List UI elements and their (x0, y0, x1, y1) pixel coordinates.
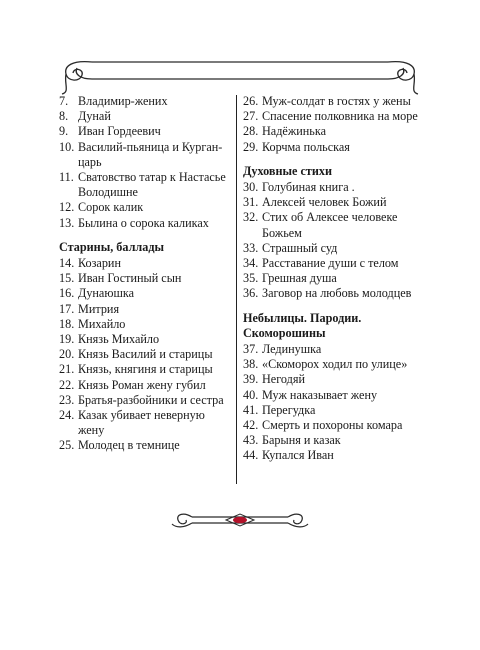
entry-title: Расставание души с телом (262, 256, 399, 271)
entry-number: 9. (59, 124, 69, 139)
toc-left-column (59, 94, 233, 454)
entry-title: Князь Михайло (78, 332, 160, 347)
toc-entry (243, 271, 433, 286)
toc-entry (59, 362, 233, 377)
entry-title: Владимир-жених (78, 94, 168, 108)
entry-number: 36. (243, 286, 259, 301)
toc-entry (59, 256, 233, 271)
entry-number: 8. (59, 109, 69, 124)
entry-title: Купался Иван (262, 448, 334, 463)
entry-title: Былина о сорока каликах (78, 215, 209, 230)
entry-title: Козарин (78, 256, 121, 271)
entry-title: Дунай (78, 109, 111, 124)
toc-entry (243, 195, 433, 210)
toc-entry (59, 109, 233, 124)
entry-number: 26. (243, 94, 259, 108)
entry-number: 28. (243, 124, 259, 139)
entry-number: 30. (243, 180, 259, 195)
toc-entry (243, 418, 433, 433)
toc-entry (59, 393, 233, 408)
toc-entry (243, 388, 433, 403)
toc-entry (243, 372, 433, 387)
entry-title: Князь, княгиня и старицы (78, 362, 213, 377)
toc-entry (59, 271, 233, 286)
entry-number: 25. (59, 438, 75, 453)
entry-number: 21. (59, 362, 75, 377)
entry-number: 13. (59, 215, 75, 230)
entry-number: 7. (59, 94, 69, 108)
column-divider (236, 95, 237, 484)
entry-number: 16. (59, 286, 75, 301)
toc-entry (59, 140, 233, 170)
entry-number: 18. (59, 316, 75, 331)
entry-number: 17. (59, 301, 75, 316)
entry-number: 15. (59, 271, 75, 286)
bottom-ornament-flourish (0, 506, 480, 536)
toc-entry (243, 140, 433, 155)
toc-entry (59, 94, 233, 109)
entry-number: 32. (243, 210, 259, 225)
entry-title: Муж наказывает жену (262, 387, 378, 402)
toc-entry (59, 286, 233, 301)
entry-number: 41. (243, 402, 259, 417)
entry-number: 23. (59, 392, 75, 407)
toc-entry (243, 448, 433, 463)
entry-title: Барыня и казак (262, 433, 341, 448)
entry-title: Князь Василий и старицы (78, 347, 213, 362)
entry-title: Спасение полковника на море (262, 109, 418, 124)
entry-number: 34. (243, 256, 259, 271)
entry-title: Перегудка (262, 402, 316, 417)
toc-entry (59, 347, 233, 362)
entry-number: 42. (243, 418, 259, 433)
toc-entry (243, 241, 433, 256)
toc-entry (243, 109, 433, 124)
entry-number: 43. (243, 433, 259, 448)
toc-entry (243, 180, 433, 195)
entry-title: Грешная душа (262, 271, 337, 286)
entry-title: Голубиная книга . (262, 180, 355, 195)
toc-entry (243, 357, 433, 372)
entry-number: 11. (59, 170, 74, 185)
entry-number: 24. (59, 408, 75, 423)
toc-entry (243, 286, 433, 301)
section-heading: Духовные стихи (243, 163, 333, 178)
entry-number: 19. (59, 332, 75, 347)
entry-number: 44. (243, 448, 259, 463)
entry-title: Страшный суд (262, 240, 338, 255)
entry-title: Сорок калик (78, 200, 144, 215)
entry-number: 14. (59, 256, 75, 271)
entry-number: 12. (59, 200, 75, 215)
toc-entry (243, 210, 433, 240)
toc-entry (59, 438, 233, 453)
toc-entry (59, 200, 233, 215)
section-heading: Небылицы. Пародии. Скоморошины (243, 310, 362, 340)
toc-entry (243, 256, 433, 271)
entry-title: Лединушка (262, 342, 322, 357)
entry-number: 20. (59, 347, 75, 362)
entry-title: Муж-солдат в гостях у жены (262, 94, 411, 108)
entry-title: Стих об Алексее человеке Божьем (262, 210, 398, 240)
entry-title: Митрия (78, 301, 120, 316)
toc-entry (59, 408, 233, 438)
entry-number: 31. (243, 195, 259, 210)
entry-number: 37. (243, 342, 259, 357)
entry-number: 39. (243, 372, 259, 387)
entry-title: Иван Гостиный сын (78, 271, 182, 286)
toc-entry (59, 302, 233, 317)
entry-number: 38. (243, 357, 259, 372)
toc-entry (59, 170, 233, 200)
entry-number: 22. (59, 377, 75, 392)
entry-title: Алексей человек Божий (262, 195, 387, 210)
toc-entry (243, 342, 433, 357)
entry-title: Корчма польская (262, 139, 350, 154)
entry-title: Иван Гордеевич (78, 124, 161, 139)
toc-entry (59, 332, 233, 347)
entry-number: 33. (243, 240, 259, 255)
entry-title: Смерть и похороны комара (262, 418, 403, 433)
toc-entry (59, 216, 233, 231)
entry-title: Дунаюшка (78, 286, 134, 301)
entry-title: «Скоморох ходил по улице» (262, 357, 408, 372)
toc-entry (59, 124, 233, 139)
entry-number: 27. (243, 109, 259, 124)
entry-title: Надёжинька (262, 124, 326, 139)
entry-number: 29. (243, 139, 259, 154)
entry-title: Михайло (78, 316, 126, 331)
entry-title: Казак убивает неверную жену (78, 408, 205, 438)
entry-number: 40. (243, 387, 259, 402)
toc-right-column (243, 94, 433, 464)
toc-entry (243, 403, 433, 418)
toc-entry (243, 94, 433, 109)
entry-number: 35. (243, 271, 259, 286)
entry-title: Братья-разбойники и сестра (78, 392, 224, 407)
entry-title: Заговор на любовь молодцев (262, 286, 412, 301)
section-heading: Старины, баллады (59, 239, 165, 254)
entry-title: Сватовство татар к Настасье Володишне (78, 170, 226, 200)
entry-title: Негодяй (262, 372, 305, 387)
entry-title: Василий-пьяница и Курган-царь (78, 139, 223, 169)
toc-entry (59, 378, 233, 393)
entry-title: Молодец в темнице (78, 438, 180, 453)
toc-entry (243, 433, 433, 448)
toc-entry (59, 317, 233, 332)
entry-title: Князь Роман жену губил (78, 377, 206, 392)
entry-number: 10. (59, 139, 75, 154)
toc-entry (243, 124, 433, 139)
